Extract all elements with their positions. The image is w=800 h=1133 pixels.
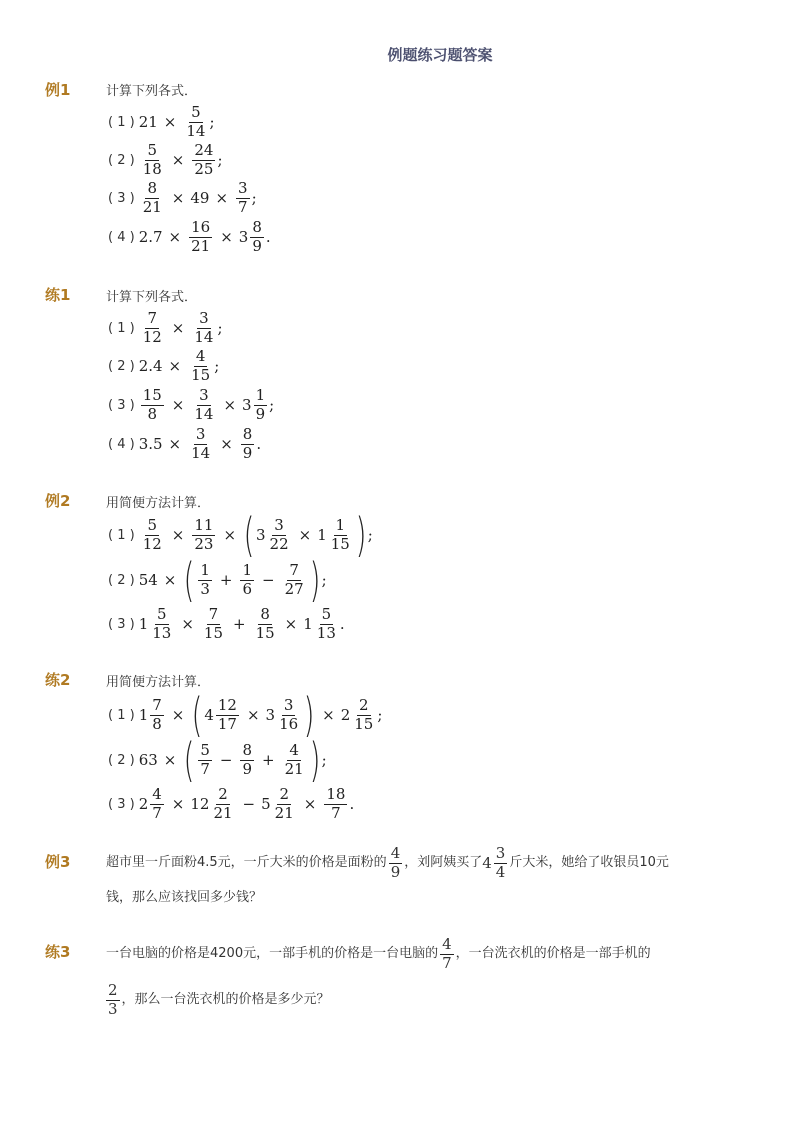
pr1-item-4: ( 4 ) 3.5 × $\frac{3}{14}$ × $\frac{8}{9}$ . <box>108 424 262 462</box>
pr1-item-3: ( 3 ) $\frac{15}{8}$ × $\frac{3}{14}$ × 3 $\frac{1}{9}$ ; <box>108 385 275 423</box>
ex1-item-4: ( 4 ) 2.7 × $\frac{16}{21}$ × 3 $\frac{8}{9}$ . <box>108 217 271 255</box>
page-title: 例题练习题答案 <box>387 46 493 64</box>
fraction: $\frac{7}{27}$ <box>284 560 304 598</box>
example-1-instruction: 计算下列各式． <box>106 84 198 99</box>
pr2-item-1: ( 1 ) 1 $\frac{7}{8}$ × ( 4 $\frac{12}{17}$ × 3 $\frac{3}{16}$ ) × 2 $\frac{2}{15}$ ; <box>108 688 383 742</box>
fraction: $\frac{8}{9}$ <box>242 424 253 462</box>
fraction: $\frac{3}{14}$ <box>194 385 214 423</box>
ex1-item-3: ( 3 ) $\frac{8}{21}$ × 49 × $\frac{3}{7}$ ; <box>108 178 257 216</box>
mixed-number: 2 $\frac{4}{7}$ <box>138 784 162 822</box>
fraction: $\frac{4}{21}$ <box>284 740 304 778</box>
ex2-item-2: ( 2 ) 54 × ( $\frac{1}{3}$ + $\frac{1}{6}$ − $\frac{7}{27}$ ) ; <box>108 553 327 607</box>
fraction: $\frac{3}{7}$ <box>238 178 248 216</box>
ex2-item-3: ( 3 ) 1 $\frac{5}{13}$ × $\frac{7}{15}$ + $\frac{8}{15}$ × 1 $\frac{5}{13}$ . <box>108 604 345 642</box>
practice-3-problem: 一台电脑的价格是4200元，一部手机的价格是一台电脑的 $\frac{4}{7}$ ，一台洗衣机的价格是一部手机的 $\frac{2}{3}$ ，那么一台洗衣机的价格是多少元？ <box>106 934 651 1018</box>
mixed-number: 1 $\frac{5}{13}$ <box>303 604 336 642</box>
mixed-number: 1 $\frac{5}{13}$ <box>138 604 172 642</box>
example-1-label: 例1 <box>45 81 71 99</box>
practice-1-label: 练1 <box>45 286 71 304</box>
mixed-number: 3 $\frac{3}{16}$ <box>265 695 299 733</box>
mixed-number: 12 $\frac{2}{21}$ <box>190 784 233 822</box>
fraction: $\frac{1}{3}$ <box>200 560 210 598</box>
practice-1-instruction: 计算下列各式． <box>106 290 198 305</box>
ex1-item-2: ( 2 ) $\frac{5}{18}$ × $\frac{24}{25}$ ; <box>108 140 223 178</box>
fraction: $\frac{4}{15}$ <box>191 346 211 384</box>
practice-2-instruction: 用简便方法计算． <box>106 675 211 690</box>
mixed-number: 3 $\frac{1}{9}$ <box>242 385 266 423</box>
example-2-instruction: 用简便方法计算． <box>106 496 211 511</box>
fraction: $\frac{3}{14}$ <box>194 308 214 346</box>
fraction: $\frac{8}{21}$ <box>142 178 162 216</box>
pr2-item-3: ( 3 ) 2 $\frac{4}{7}$ × 12 $\frac{2}{21}$ − 5 $\frac{2}{21}$ × $\frac{18}{7}$ . <box>108 784 355 822</box>
example-3-label: 例3 <box>45 853 71 871</box>
fraction: $\frac{7}{12}$ <box>142 308 162 346</box>
fraction: $\frac{11}{23}$ <box>194 515 214 553</box>
fraction: $\frac{8}{15}$ <box>255 604 275 642</box>
fraction: $\frac{8}{9}$ <box>242 740 252 778</box>
mixed-number: 3 $\frac{8}{9}$ <box>238 217 262 255</box>
fraction: $\frac{5}{18}$ <box>142 140 162 178</box>
pr2-item-2: ( 2 ) 63 × ( $\frac{5}{7}$ − $\frac{8}{9}$ + $\frac{4}{21}$ ) ; <box>108 733 327 787</box>
mixed-number: 3 $\frac{3}{22}$ <box>255 515 289 553</box>
fraction: $\frac{4}{7}$ <box>442 934 452 972</box>
practice-2-label: 练2 <box>45 671 71 689</box>
example-2-label: 例2 <box>45 492 71 510</box>
pr1-item-1: ( 1 ) $\frac{7}{12}$ × $\frac{3}{14}$ ; <box>108 308 223 346</box>
practice-3-label: 练3 <box>45 943 71 961</box>
ex2-item-1: ( 1 ) $\frac{5}{12}$ × $\frac{11}{23}$ × ( 3 $\frac{3}{22}$ × 1 $\frac{1}{15}$ ) ; <box>108 508 373 562</box>
mixed-number: 5 $\frac{2}{21}$ <box>261 784 294 822</box>
example-3-problem: 超市里一斤面粉4.5元，一斤大米的价格是面粉的 $\frac{4}{9}$ ，刘阿姨买了 4 $\frac{3}{4}$ 斤大米，她给了收银员10元 钱，那么应该找回多少钱？ <box>106 843 669 905</box>
mixed-number: 4 $\frac{3}{4}$ <box>482 843 506 881</box>
fraction: $\frac{15}{8}$ <box>142 385 162 423</box>
fraction: $\frac{2}{3}$ <box>108 980 118 1018</box>
fraction: $\frac{16}{21}$ <box>191 217 211 255</box>
mixed-number: 2 $\frac{2}{15}$ <box>340 695 374 733</box>
fraction: $\frac{24}{25}$ <box>194 140 214 178</box>
fraction: $\frac{3}{14}$ <box>191 424 211 462</box>
ex1-item-1: ( 1 ) 21 × $\frac{5}{14}$ ; <box>108 102 215 140</box>
mixed-number: 1 $\frac{7}{8}$ <box>138 695 162 733</box>
mixed-number: 4 $\frac{12}{17}$ <box>204 695 237 733</box>
fraction: $\frac{1}{6}$ <box>242 560 252 598</box>
fraction: $\frac{5}{7}$ <box>200 740 210 778</box>
pr1-item-2: ( 2 ) 2.4 × $\frac{4}{15}$ ; <box>108 346 220 384</box>
fraction: $\frac{5}{12}$ <box>142 515 162 553</box>
fraction: $\frac{7}{15}$ <box>203 604 223 642</box>
mixed-number: 1 $\frac{1}{15}$ <box>317 515 350 553</box>
fraction: $\frac{5}{14}$ <box>186 102 206 140</box>
fraction: $\frac{18}{7}$ <box>326 784 346 822</box>
fraction: $\frac{4}{9}$ <box>390 843 401 881</box>
